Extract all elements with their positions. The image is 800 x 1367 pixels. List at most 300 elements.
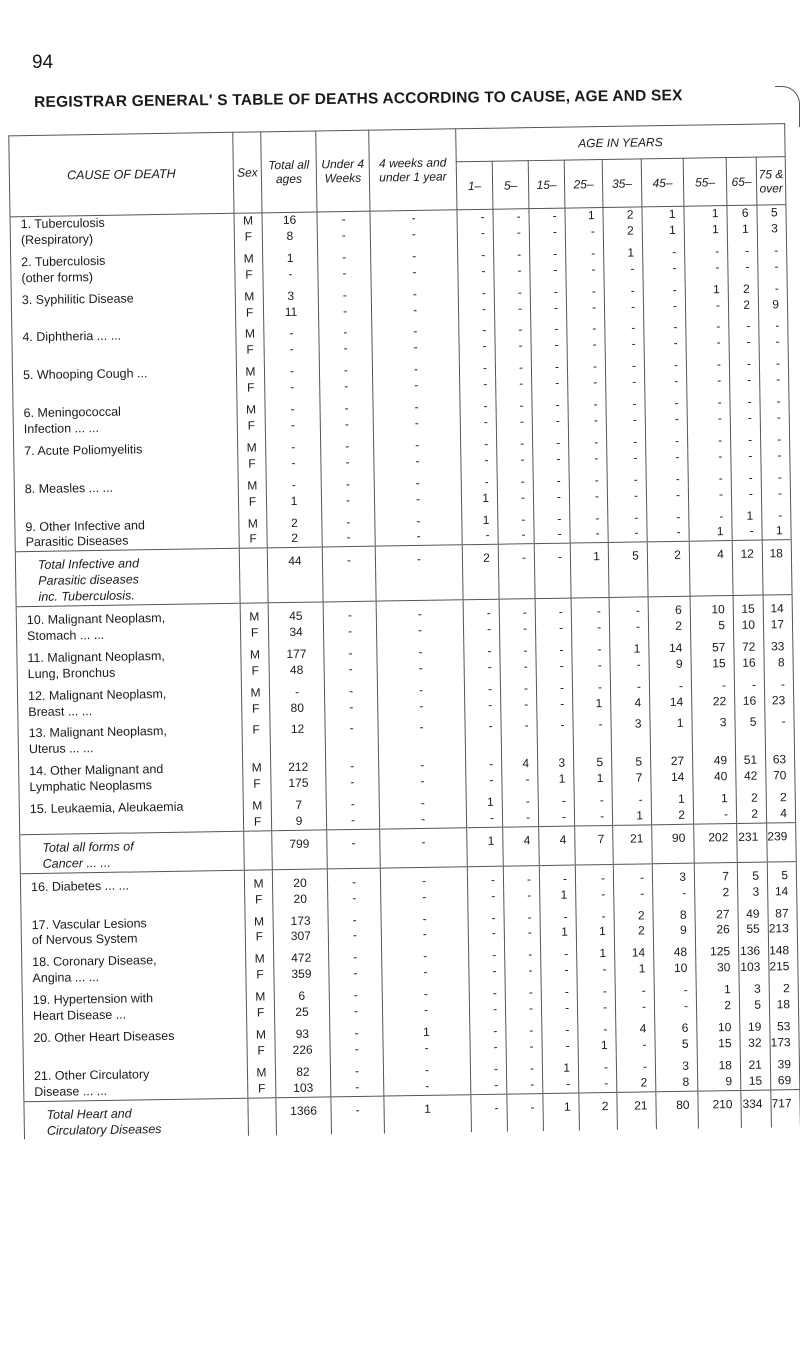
value-cell: 4 (689, 547, 732, 564)
value-cell: - (379, 795, 466, 812)
value-cell: 15 (691, 656, 734, 673)
value-cell: - (604, 283, 643, 300)
sex-cell (242, 739, 270, 755)
value-cell: - (685, 244, 728, 261)
value-cell: 11 (263, 304, 318, 321)
value-cell: - (382, 986, 469, 1003)
value-cell: - (265, 402, 320, 419)
sex-cell: F (236, 343, 264, 359)
value-cell: - (760, 394, 789, 410)
value-cell: - (532, 414, 568, 430)
value-cell: 15 (741, 1073, 771, 1090)
value-cell: 1 (263, 250, 318, 267)
value-cell: 45 (268, 608, 323, 625)
value-cell: - (265, 417, 320, 434)
value-cell: 5 (735, 715, 765, 731)
value-cell: - (471, 1100, 507, 1116)
value-cell: 3 (692, 715, 735, 732)
value-cell: 21 (740, 1057, 770, 1073)
value-cell: 1 (573, 696, 611, 713)
value-cell: - (577, 962, 615, 979)
value-cell: 21 (617, 1098, 656, 1115)
value-cell (378, 736, 465, 753)
value-cell: 2 (614, 908, 653, 925)
value-cell: - (498, 528, 534, 545)
value-cell: 4 (503, 833, 539, 849)
value-cell: 63 (766, 752, 795, 768)
value-cell: - (569, 451, 607, 468)
value-cell: 57 (691, 640, 734, 657)
value-cell: - (688, 487, 731, 504)
value-cell: - (375, 552, 462, 569)
value-cell: - (493, 225, 529, 241)
value-cell: 9 (698, 1074, 741, 1091)
cause-label: 15. Leukaemia, Aleukaemia (19, 799, 243, 818)
value-cell: 2 (617, 1075, 656, 1092)
value-cell (535, 582, 571, 599)
value-cell: 4 (616, 1021, 655, 1038)
value-cell: 125 (696, 944, 739, 961)
value-cell: 9 (649, 656, 691, 673)
value-cell: 14 (650, 694, 692, 711)
value-cell: 3 (611, 717, 650, 734)
value-cell: 2 (603, 223, 642, 240)
value-cell: - (567, 321, 605, 338)
value-cell: - (574, 793, 612, 810)
value-cell: - (469, 986, 505, 1002)
value-cell: - (322, 530, 375, 547)
cause-label: Parasitic Diseases (15, 532, 239, 552)
value-cell: - (760, 432, 789, 448)
value-cell: - (687, 411, 730, 428)
value-cell: 1 (762, 524, 791, 541)
value-cell: - (535, 620, 571, 636)
value-cell: - (575, 871, 613, 888)
value-cell: - (457, 209, 493, 226)
value-cell: 40 (693, 769, 736, 786)
sex-cell: M (244, 876, 272, 892)
sex-cell: F (238, 494, 266, 510)
header-age-5: 45– (641, 158, 684, 207)
value-cell (499, 582, 535, 599)
cause-label: 11. Malignant Neoplasm, (17, 648, 241, 667)
value-cell: 2 (766, 790, 795, 806)
value-cell: - (607, 472, 646, 489)
value-cell: - (533, 473, 569, 489)
value-cell: - (608, 510, 647, 527)
value-cell (465, 735, 501, 751)
value-cell: - (761, 470, 790, 486)
value-cell: - (371, 264, 458, 281)
value-cell: - (496, 376, 532, 392)
value-cell: 6 (727, 205, 757, 222)
value-cell: - (460, 377, 496, 393)
value-cell: - (323, 624, 376, 641)
value-cell: - (606, 412, 645, 429)
value-cell: 3 (538, 756, 574, 772)
sex-cell: M (238, 478, 266, 494)
value-cell: 14 (768, 884, 797, 900)
header-under-4-weeks: Under 4 Weeks (316, 130, 370, 212)
value-cell: - (759, 319, 788, 335)
value-cell: - (468, 926, 504, 942)
value-cell: - (372, 362, 459, 379)
value-cell (611, 733, 650, 750)
value-cell: - (458, 301, 494, 317)
value-cell: 3 (263, 288, 318, 305)
value-cell: - (761, 486, 790, 502)
value-cell: - (382, 1002, 469, 1019)
value-cell: 10 (697, 1020, 740, 1037)
value-cell: - (572, 658, 610, 675)
value-cell: - (494, 301, 530, 317)
value-cell: - (497, 474, 533, 490)
sex-cell: F (243, 776, 271, 792)
value-cell: - (326, 797, 379, 814)
value-cell: 226 (275, 1042, 330, 1059)
value-cell: - (496, 398, 532, 414)
value-cell: - (760, 372, 789, 388)
sex-cell: M (239, 516, 267, 532)
value-cell: 215 (769, 959, 798, 975)
value-cell: - (576, 887, 614, 904)
value-cell: - (569, 473, 607, 490)
value-cell: - (571, 604, 609, 621)
value-cell: 307 (273, 929, 328, 946)
value-cell: - (326, 759, 379, 776)
value-cell: 1 (651, 792, 693, 809)
value-cell: 1 (462, 512, 498, 528)
value-cell: - (643, 282, 685, 299)
value-cell: 2 (603, 207, 642, 224)
value-cell: - (493, 209, 529, 226)
value-cell: 1 (574, 771, 612, 788)
value-cell: - (645, 374, 687, 391)
value-cell: 1 (689, 524, 732, 541)
value-cell: - (265, 380, 320, 397)
sex-cell: F (248, 1081, 276, 1098)
value-cell: 7 (612, 771, 651, 788)
cause-label: (Respiratory) (10, 230, 234, 249)
value-cell: 717 (771, 1096, 800, 1112)
value-cell: - (376, 622, 463, 639)
value-cell: 210 (698, 1097, 741, 1114)
value-cell: - (572, 680, 610, 697)
value-cell (268, 586, 323, 603)
value-cell: - (566, 262, 604, 279)
value-cell: - (646, 471, 688, 488)
cause-label: Disease ... ... (24, 1081, 248, 1101)
value-cell: - (613, 870, 652, 887)
value-cell (571, 581, 609, 598)
value-cell: - (646, 487, 688, 504)
value-cell: - (606, 396, 645, 413)
value-cell: - (324, 645, 377, 662)
sex-cell: F (247, 1043, 275, 1059)
value-cell (535, 566, 571, 582)
value-cell: - (465, 697, 501, 713)
value-cell: 9 (653, 923, 695, 940)
value-cell: - (374, 475, 461, 492)
cause-label: Stomach ... ... (16, 626, 240, 645)
value-cell: - (381, 889, 468, 906)
sex-cell: M (241, 647, 269, 663)
value-cell: - (604, 261, 643, 278)
value-cell: 39 (770, 1057, 799, 1073)
value-cell: 55 (738, 922, 768, 938)
value-cell: - (609, 603, 648, 620)
value-cell: - (607, 488, 646, 505)
value-cell: - (614, 886, 653, 903)
sex-cell: F (246, 968, 274, 984)
header-total: Total all ages (261, 131, 317, 213)
value-cell: - (459, 361, 495, 377)
value-cell: - (615, 999, 654, 1016)
value-cell: 2 (728, 297, 758, 313)
value-cell: - (318, 303, 371, 320)
value-cell: 87 (768, 906, 797, 922)
value-cell: - (467, 872, 503, 888)
header-age-7: 65– (726, 157, 757, 205)
value-cell: - (263, 266, 318, 283)
value-cell (613, 847, 652, 864)
sex-cell (240, 586, 268, 603)
value-cell: - (495, 339, 531, 355)
value-cell: 8 (656, 1074, 698, 1091)
value-cell (648, 564, 690, 581)
value-cell: 2 (462, 551, 498, 567)
value-cell: 4 (539, 832, 575, 848)
value-cell: - (266, 439, 321, 456)
value-cell: - (497, 490, 533, 506)
value-cell: - (568, 375, 606, 392)
value-cell: - (381, 927, 468, 944)
value-cell: - (570, 510, 608, 527)
cause-label: Heart Disease ... (22, 1006, 246, 1025)
value-cell: - (379, 811, 466, 829)
value-cell: - (570, 526, 608, 543)
value-cell (767, 845, 796, 862)
value-cell: 3 (655, 1058, 697, 1075)
value-cell: - (495, 360, 531, 376)
value-cell: - (574, 809, 612, 826)
cause-label: 5. Whooping Cough ... (12, 365, 236, 384)
sex-cell: F (242, 723, 270, 739)
value-cell: 16 (262, 212, 317, 229)
cause-label: 3. Syphilitic Disease (11, 289, 235, 308)
value-cell: - (542, 1038, 578, 1054)
value-cell (737, 845, 767, 862)
value-cell: 2 (651, 808, 693, 825)
value-cell: 5 (574, 755, 612, 772)
value-cell: 2 (728, 281, 758, 297)
value-cell: 1 (615, 962, 654, 979)
value-cell: 472 (274, 951, 329, 968)
cause-label: 14. Other Malignant and (19, 761, 243, 780)
value-cell: 32 (740, 1035, 770, 1051)
value-cell: 26 (695, 922, 738, 939)
value-cell: - (370, 210, 457, 228)
value-cell: - (543, 1076, 579, 1093)
value-cell: - (577, 1000, 615, 1017)
sex-cell (244, 837, 272, 853)
value-cell: - (616, 1059, 655, 1076)
value-cell: 17 (763, 617, 792, 633)
value-cell (698, 1112, 741, 1129)
value-cell: 18 (762, 546, 791, 562)
value-cell: - (729, 319, 759, 335)
value-cell: - (534, 550, 570, 566)
sex-cell: F (243, 814, 271, 831)
value-cell: - (322, 553, 375, 570)
value-cell: - (321, 476, 374, 493)
value-cell: - (460, 399, 496, 415)
value-cell: 1 (727, 221, 757, 237)
value-cell (325, 737, 378, 754)
value-cell: - (531, 322, 567, 338)
value-cell: - (685, 298, 728, 315)
value-cell: 1 (543, 1099, 579, 1115)
value-cell: - (734, 677, 764, 693)
value-cell: - (758, 259, 787, 275)
value-cell: 1 (576, 924, 614, 941)
value-cell: - (318, 265, 371, 282)
value-cell: - (536, 658, 572, 674)
cause-label: Lymphatic Neoplasms (19, 777, 243, 796)
value-cell: 5 (608, 549, 647, 566)
cause-label: 18. Coronary Disease, (22, 952, 246, 971)
value-cell: 90 (652, 831, 694, 848)
value-cell: - (326, 813, 379, 830)
value-cell: 1 (540, 925, 576, 941)
value-cell: - (463, 606, 499, 622)
value-cell: - (534, 527, 570, 544)
value-cell: - (266, 455, 321, 472)
value-cell (694, 846, 737, 863)
sex-cell: F (234, 229, 262, 245)
value-cell: - (693, 807, 736, 824)
value-cell (272, 852, 327, 869)
value-cell: 10 (654, 961, 696, 978)
value-cell: - (578, 1060, 616, 1077)
value-cell: - (507, 1100, 543, 1116)
value-cell: 19 (740, 1019, 770, 1035)
cause-label: 4. Diphtheria ... ... (12, 327, 236, 346)
value-cell: 173 (273, 913, 328, 930)
value-cell: - (687, 395, 730, 412)
value-cell: 2 (648, 619, 690, 636)
value-cell: - (533, 435, 569, 451)
cause-label: 12. Malignant Neoplasm, (17, 685, 241, 704)
value-cell: 69 (771, 1073, 800, 1090)
header-age-0: 1– (456, 161, 493, 210)
value-cell: - (688, 449, 731, 466)
value-cell: - (324, 683, 377, 700)
sex-cell: F (242, 701, 270, 717)
value-cell: - (568, 397, 606, 414)
value-cell: - (646, 434, 688, 451)
value-cell (573, 733, 611, 750)
value-cell: 173 (770, 1035, 799, 1051)
value-cell: - (728, 243, 758, 259)
value-cell: 2 (267, 531, 322, 548)
value-cell: - (319, 325, 372, 342)
value-cell: 1 (610, 641, 649, 658)
value-cell: 80 (656, 1097, 698, 1114)
value-cell (650, 732, 692, 749)
value-cell: 1 (693, 791, 736, 808)
value-cell: - (320, 379, 373, 396)
value-cell: 2 (267, 515, 322, 532)
value-cell: 51 (736, 753, 766, 769)
value-cell (609, 580, 648, 597)
value-cell: - (494, 263, 530, 279)
sex-cell: F (235, 305, 263, 321)
value-cell: 1 (685, 282, 728, 299)
value-cell: 8 (653, 907, 695, 924)
value-cell: - (566, 284, 604, 301)
value-cell: 1 (383, 1024, 470, 1041)
value-cell: - (616, 1037, 655, 1054)
value-cell: 30 (696, 960, 739, 977)
value-cell: - (507, 1077, 543, 1094)
value-cell (384, 1117, 471, 1134)
value-cell: - (501, 719, 537, 735)
value-cell: 3 (739, 982, 769, 998)
value-cell: - (318, 287, 371, 304)
value-cell: 5 (655, 1037, 697, 1054)
value-cell: - (654, 983, 696, 1000)
value-cell: - (323, 608, 376, 625)
value-cell: - (758, 281, 787, 297)
value-cell (652, 846, 694, 863)
header-4w-1y: 4 weeks and under 1 year (369, 129, 457, 211)
value-cell: - (465, 719, 501, 735)
sex-cell (239, 555, 267, 571)
sex-cell: F (240, 625, 268, 641)
value-cell: - (500, 659, 536, 675)
sex-cell: F (235, 267, 263, 283)
value-cell: 4 (502, 756, 538, 772)
value-cell: 7 (575, 832, 613, 849)
value-cell: - (566, 300, 604, 317)
value-cell: - (647, 525, 689, 542)
cause-label: inc. Tuberculosis. (16, 587, 240, 607)
value-cell (763, 562, 792, 578)
value-cell: - (322, 514, 375, 531)
value-cell (733, 563, 763, 579)
cause-label: 20. Other Heart Diseases (23, 1028, 247, 1047)
value-cell: 7 (271, 798, 326, 815)
sex-cell: F (237, 381, 265, 397)
value-cell: 1 (540, 887, 576, 903)
deaths-table (8, 123, 800, 1139)
value-cell: 5 (739, 998, 769, 1014)
value-cell: 1 (467, 834, 503, 850)
value-cell: 27 (651, 754, 693, 771)
sex-cell: F (246, 1005, 274, 1021)
value-cell: - (531, 338, 567, 354)
value-cell: 1 (461, 490, 497, 506)
value-cell: 2 (769, 981, 798, 997)
value-cell: - (371, 302, 458, 319)
value-cell: 70 (766, 768, 795, 784)
value-cell: - (331, 1079, 384, 1096)
value-cell: - (502, 810, 538, 827)
value-cell: 1 (570, 549, 608, 566)
cause-label: 13. Malignant Neoplasm, (18, 723, 242, 742)
value-cell: - (615, 983, 654, 1000)
